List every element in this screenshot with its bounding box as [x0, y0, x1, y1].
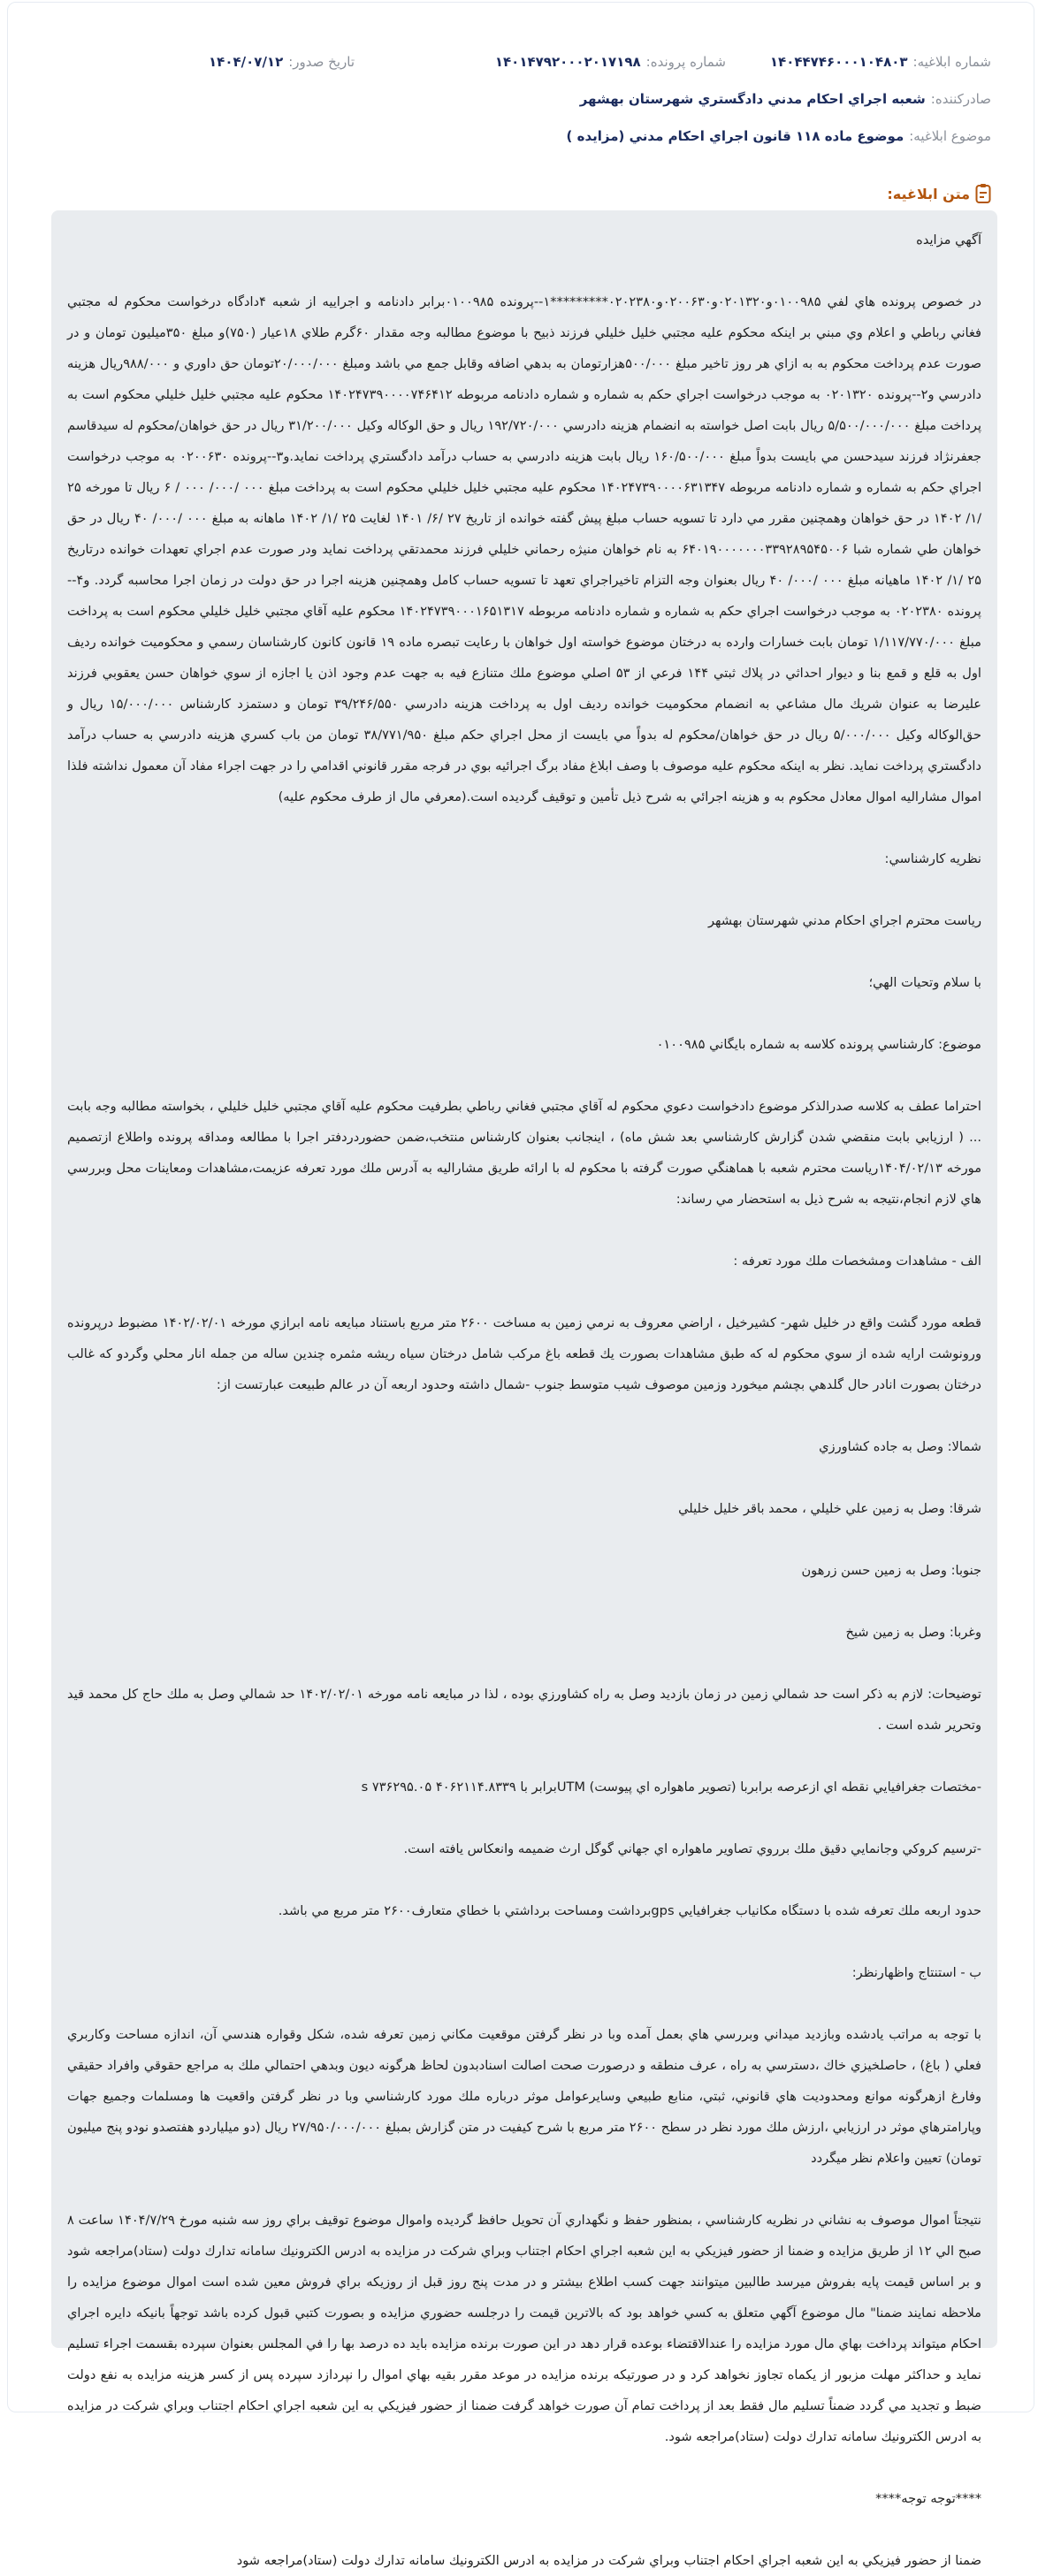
notice-number-label: شماره ابلاغیه:	[912, 54, 991, 70]
body-paragraph: ب - استنتاج واظهارنظر:	[851, 1965, 981, 1980]
body-paragraph: با سلام وتحيات الهي؛	[868, 975, 981, 990]
body-paragraph: ضمنا از حضور فيزيكي به اين شعبه اجراي احكام اجتناب وبراي شركت در مزايده به ادرس الكترونيك سامانه تدارك دولت (ستاد)مراجعه شود	[236, 2553, 981, 2568]
body-paragraph: رياست محترم اجراي احكام مدني شهرستان بهشهر	[708, 913, 981, 928]
body-paragraph: آگهي مزايده	[916, 232, 981, 248]
body-paragraph: وغربا: وصل به زمين شيخ	[845, 1625, 981, 1640]
notice-meta-row	[50, 54, 991, 70]
case-number: ۱۴۰۱۴۷۹۲۰۰۰۲۰۱۷۱۹۸	[494, 54, 641, 70]
issue-date-label: تاریخ صدور:	[288, 54, 355, 70]
issue-date-field	[209, 54, 355, 70]
body-paragraph: قطعه مورد گشت واقع در خليل شهر- كشيرخيل ، اراضي معروف به نرمي زمين به مساخت ۲۶۰۰ متر مربع باستناد مبايعه نامه ابرازي مورخه ۱۴۰۲/۰۲/۰۱ مضبوط درپرونده ورونوشت ارايه شده از سوي محكوم له كه طبق مشاهدات بصورت يك قطعه باغ مركب شامل درختان سياه ريشه مثمره چندين ساله من جمله انار محلي وگردو كه غالب درختان بصورت انادر حال گلدهي بچشم ميخورد وزمين موصوف شيب متوسط جنوب -شمال داشته وحدود اربعه آن در عالم طبيعت عبارتست از:	[67, 1315, 981, 1392]
issuer: شعبه اجراي احكام مدني دادگستري شهرستان بهشهر	[579, 91, 926, 107]
body-paragraph: حدود اربعه ملك تعرفه شده با دستگاه مكانياب جغرافيايي gpsبرداشت ومساحت برداشتي با خطاي متعارف۲۶۰۰ متر مربع مي باشد.	[278, 1903, 981, 1918]
body-paragraph: جنوبا: وصل به زمين حسن زرهون	[801, 1563, 981, 1578]
notice-number: ۱۴۰۴۴۷۴۶۰۰۰۱۰۴۸۰۳	[769, 54, 908, 70]
body-paragraph: شمالا: وصل به جاده كشاورزي	[819, 1439, 981, 1454]
body-paragraph: احتراما عطف به كلاسه صدرالذكر موضوع دادخواست دعوي محكوم له آقاي مجتبي فغاني رباطي بطرفيت محكوم عليه آقاي مجتبي خليل خليلي ، بخواسته مطالبه وجه بابت ... ( ارزيابي بابت منقضي شدن گزارش كارشناسي بعد شش ماه) ، اينجانب بعنوان كارشناس منتخب،ضمن حضوردردفتر اجرا با مطالعه ومداقه پرونده واطلاع ازتصميم مورخه ۱۴۰۴/۰۲/۱۳رياست محترم شعبه با هماهنگي صورت گرفته با محكوم له با ارائه طريق مشاراليه به آدرس ملك مورد تعرفه عزيمت،مشاهدات ومعاينات محل وبررسي هاي لازم انجام،نتيجه به شرح ذيل به استحضار مي رساند:	[67, 1099, 982, 1207]
case-number-label: شماره پرونده:	[645, 54, 726, 70]
issue-date: ۱۴۰۴/۰۷/۱۲	[209, 54, 284, 70]
document-icon	[975, 183, 991, 204]
body-paragraph: -مختصات جغرافيايي نقطه اي ازعرصه برابربا (تصوير ماهواره اي پيوست) UTMبرابر با ۴۰۶۲۱۱۴.۸۳۳۹ ۷۳۶۲۹۵.۰۵ s	[361, 1780, 981, 1795]
body-paragraph: نظريه كارشناسي:	[884, 851, 981, 866]
notice-number-field	[726, 54, 991, 70]
subject: موضوع ماده ۱۱۸ قانون اجراي احكام مدني (مزايده )	[566, 128, 904, 144]
subject-label: موضوع ابلاغیه:	[909, 128, 991, 144]
body-paragraph: الف - مشاهدات ومشخصات ملك مورد تعرفه :	[733, 1254, 981, 1269]
body-paragraph: موضوع: كارشناسي پرونده كلاسه به شماره بايگاني ۰۱۰۰۹۸۵	[656, 1037, 981, 1052]
body-paragraph: شرقا: وصل به زمين علي خليلي ، محمد باقر خليل خليلي	[678, 1501, 981, 1516]
body-paragraph: ****توجه توجه****	[875, 2491, 981, 2506]
body-paragraph: توضيحات: لازم به ذكر است حد شمالي زمين در زمان بازديد وصل به راه كشاورزي بوده ، لذا در مبايعه نامه مورخه ۱۴۰۲/۰۲/۰۱ حد شمالي وصل به ملك حاج كل محمد قيد وتحرير شده است .	[67, 1687, 981, 1733]
case-number-field	[355, 54, 726, 70]
notice-text-title: متن ابلاغیه:	[887, 185, 970, 202]
subject-field	[50, 128, 991, 144]
issuer-label: صادرکننده:	[930, 91, 991, 107]
body-paragraph: در خصوص پرونده هاي لفي ۰۱۰۰۹۸۵و۰۲۰۱۳۲۰و۰۲۰۰۶۳۰و۰۲۰۲۳۸۰*********۱--پرونده ۰۱۰۰۹۸۵برابر دادنامه و اجراييه از شعبه ۴دادگاه درخواست محكوم له مجتبي فغاني رباطي و اعلام وي مبني بر اينكه محكوم عليه مجتبي خليل خليلي فرزند ذبيح با موضوع مطالبه وجه مقدار ۶۰گرم طلاي ۱۸عيار (۷۵۰)و مبلغ ۳۵۰ميليون تومان و در صورت عدم پرداخت محكوم به به ازاي هر روز تاخير مبلغ ۵۰۰/۰۰۰هزارتومان به بدهي اضافه وقابل جمع مي باشد ومبلغ ۲۰/۰۰۰/۰۰۰تومان حق داوري و ۹۸۸/۰۰۰ريال هزينه دادرسي و۲--پرونده ۰۲۰۱۳۲۰ به موجب درخواست اجراي حكم به شماره و شماره دادنامه مربوطه ۱۴۰۲۴۷۳۹۰۰۰۰۷۴۶۴۱۲ محكوم عليه مجتبي خليل خليلي محكوم است به پرداخت مبلغ ۵/۵۰۰/۰۰۰/۰۰۰ ريال بابت اصل خواسته به انضمام هزينه دادرسي ۱۹۲/۷۲۰/۰۰۰ ريال و حق الوكاله وكيل ۳۱/۲۰۰/۰۰۰ ريال در حق خواهان/محكوم له سيدقاسم جعفرنژاد فرزند سيدحسن مي بايست بدواً مبلغ ۱۶۰/۵۰۰/۰۰۰ ريال بابت هزينه دادرسي به حساب درآمد دادگستري پرداخت نمايد.و۳--پرونده ۰۲۰۰۶۳۰ به موجب درخواست اجراي حكم به شماره و شماره دادنامه مربوطه ۱۴۰۲۴۷۳۹۰۰۰۰۶۳۱۳۴۷ محكوم عليه مجتبي خليل خليلي محكوم است به پرداخت مبلغ ۰۰۰ /۰۰۰/ ۰۰۰ / ۶ ريال تا مورخه ۲۵ /۱/ ۱۴۰۲ در حق خواهان وهمچنين مقرر مي دارد تا تسويه حساب مبلغ پيش گفته خوانده از تاريخ ۲۷ /۶/ ۱۴۰۱ لغايت ۲۵ /۱/ ۱۴۰۲ ماهانه به مبلغ ۰۰۰ /۰۰۰/ ۴۰ ريال در حق خواهان طي شماره شبا ۶۴۰۱۹۰۰۰۰۰۰۰۳۳۹۲۸۹۵۴۵۰۰۶ به نام خواهان منيژه رحماني خليلي فرزند محمدتقي پرداخت نمايد ودر صورت عدم اجراي تعهدات خوانده درتاريخ ۲۵ /۱/ ۱۴۰۲ ماهيانه مبلغ ۰۰۰ /۰۰۰/ ۴۰ ريال بعنوان وجه التزام تاخيراجراي تعهد تا تسويه حساب كامل وهمچنين هزينه اجرا در حق دولت در زمان اجرا محاسبه گردد. و۴--پرونده ۰۲۰۲۳۸۰ به موجب درخواست اجراي حكم به شماره و شماره دادنامه مربوطه ۱۴۰۲۴۷۳۹۰۰۰۱۶۵۱۳۱۷ محكوم عليه آقاي مجتبي خليل خليلي محكوم است به پرداخت مبلغ ۱/۱۱۷/۷۷۰/۰۰۰ تومان بابت خسارات وارده به درختان موضوع خواسته اول خواهان با رعايت تبصره ماده ۱۹ قانون كانون كارشناسان رسمي و محكوميت خوانده رديف اول به قلع و قمع بنا و ديوار احداثي در پلاك ثبتي ۱۴۴ فرعي از ۵۳ اصلي موضوع ملك متنازع فيه به جهت عدم وجود اذن يا اجازه از سوي خواهان حسن يعقوبي فرزند عليرضا به عنوان شريك مال مشاعي به انضمام محكوميت خوانده رديف اول به پرداخت هزينه دادرسي ۳۹/۲۴۶/۵۵۰ تومان و دستمزد كارشناس ۱۵/۰۰۰/۰۰۰ ريال و حق‌الوكاله وكيل ۵/۰۰۰/۰۰۰ ريال در حق خواهان/محكوم له بدواً مي بايست از محل اجراي حكم مبلغ ۳۸/۷۷۱/۹۵۰ تومان من باب كسري هزينه دادرسي به حساب درآمد دادگستري پرداخت نمايد. نظر به اينكه محكوم عليه موصوف با وصف ابلاغ مفاد برگ اجرائيه بوي در فرجه مقرر قانوني اقدامي را در جهت اجراء مفاد آن معمول نداشته فلذا اموال مشاراليه اموال معادل محكوم به و هزينه اجرائي به شرح ذيل تأمين و توقيف گرديده است.(معرفي مال از طرف محكوم عليه)	[67, 294, 982, 804]
body-paragraph: -ترسيم كروكي وجانمايي دقيق ملك برروي تصاوير ماهواره اي جهاني گوگل ارث ضميمه وانعكاس يافته است.	[403, 1841, 981, 1856]
body-paragraph: با توجه به مراتب يادشده وبازديد ميداني وبررسي هاي بعمل آمده وبا در نظر گرفتن موقعيت مكاني زمين تعرفه شده، شكل وقواره هندسي آن، اندازه مساحت وكاربري فعلي ( باغ) ، حاصلخيزي خاك ،دسترسي به راه ، عرف منطقه و درصورت صحت اصالت اسنادبدون لحاظ هرگونه ديون وبدهي احتمالي ملك به مراجع حقوقي وافراد حقيقي وفارغ ازهرگونه موانع ومحدوديت هاي قانوني، ثبتي، منابع طبيعي وسايرعوامل موثر درباره ملك مورد كارشناسي وبا در نظر گرفتن واقعيت ها ومسلمات وجميع جهات وپارامترهاي موثر در ارزيابي ،ارزش ملك مورد نظر در سطح ۲۶۰۰ متر مربع با شرح كيفيت در متن گزارش بمبلغ ۲۷/۹۵۰/۰۰۰/۰۰۰ ريال (دو ميلياردو هفتصدو نودو پنج ميليون تومان) تعيين واعلام نظر ميگردد	[67, 2027, 981, 2166]
issuer-field	[50, 91, 991, 107]
notice-text-heading	[887, 183, 991, 204]
body-paragraph: نتيجتاً اموال موصوف به نشاني در نظريه كارشناسي ، بمنظور حفظ و نگهداري آن تحويل حافظ گرديده واموال موضوع توقيف براي روز سه شنبه مورخ ۱۴۰۴/۷/۲۹ ساعت ۸ صبح الي ۱۲ از طريق مزايده و ضمنا از حضور فيزيكي به اين شعبه اجراي احكام اجتناب وبراي شركت در مزايده به ادرس الكترونيك سامانه تدارك دولت (ستاد)مراجعه شود و بر اساس قيمت پايه بفروش ميرسد طالبين ميتوانند جهت كسب اطلاع بيشتر و در مدت پنج روز قبل از روزيكه براي فروش معين شده است اموال موضوع مزايده را ملاحظه نمايند ضمنا" مال موضوع آگهي متعلق به كسي خواهد بود كه بالاترين قيمت را درجلسه حضوري مزايده و بصورت كتبي قبول كرده باشد توجهاً بانيكه دايره اجراي احكام ميتواند پرداخت بهاي مال مورد مزايده را عندالاقتضاء بوعده قرار دهد در اين صورت برنده مزايده بايد ده درصد بها را في المجلس بعنوان سپرده بقسمت اجراء تسليم نمايد و حداكثر مهلت مزبور از يكماه تجاوز نخواهد كرد و در صورتيكه برنده مزايده در موعد مقرر بقيه بهاي اموال را نپردازد سپرده پس از كسر هزينه مزايده به نفع دولت ضبط و تجديد مي گردد ضمناً تسليم مال فقط بعد از پرداخت تمام آن صورت خواهد گرفت ضمنا از حضور فيزيكي به اين شعبه اجراي احكام اجتناب وبراي شركت در مزايده به ادرس الكترونيك سامانه تدارك دولت (ستاد)مراجعه شود.	[67, 2213, 981, 2444]
notice-body	[51, 210, 997, 2568]
